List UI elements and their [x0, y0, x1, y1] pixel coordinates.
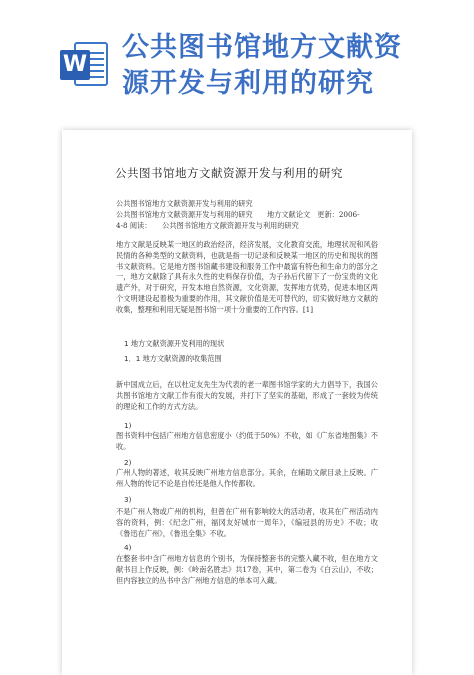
banner-title [122, 30, 452, 102]
list-item-2-text: 广州人物的著述，收其反映广州地方信息部分。其余，在辅助文献目录上反映。广州人物的传记不论是自传还是他人作传都收。 [116, 468, 378, 488]
list-item-4 [116, 554, 378, 586]
list-item-4-text: 在整套书中含广州地方信息的个别书，为保持整套书的完整入藏不收，但在地方文献书目上作反映，例：《岭南名胜志》共17卷，其中，第二卷为《白云山》，不收；但内容独立的丛书中含广州地方信息的单本可入藏。 [116, 554, 378, 585]
meta-line-3: 4-8 阅读： 公共图书馆地方文献资源开发与利用的研究 [116, 221, 299, 230]
list-number-4: 4) [124, 543, 132, 552]
paragraph-2-text: 新中国成立后，在以杜定友先生为代表的老一辈图书馆学家的大力倡导下，我国公共图书馆地方文献工作有很大的发展，并打下了坚实的基础，形成了一套较为传统的理论和工作的方式方法。 [116, 380, 378, 411]
banner-title-line-1: 公共图书馆地方文献资 [122, 32, 402, 63]
intro-text: 地方文献是反映某一地区的政治经济，经济发展，文化教育交流，地理状况和风俗民情的各种类型的文献资料，也就是指一切记录和反映某一地区的历史和现状的图书文献资料。它是地方图书馆藏书建设和服务工作中最富有特色和生命力的部分之一，地方文献除了具有永久性的史料保存价值，为子孙后代留下了一份宝贵的文化遗产外，对于研究，开发本地自然资源，文化资源，发挥地方优势，促进本地区两个文明建设起着极为重要的作用，其文献价值是无可替代的，切实做好地方文献的收集，整理和利用无疑是图书馆一项十分重要的工作内容。[1] [116, 240, 378, 314]
list-item-3-text: 不是广州人物或广州的机构，但曾在广州有影响较大的活动者，收其在广州活动内容的资料，例：《纪念广州，福冈友好城市一周年》，《编冠县的历史》不收；收《鲁迅在广州》，《鲁迅全集》不收。 [116, 507, 378, 538]
intro-paragraph [116, 240, 378, 316]
list-item-3 [116, 507, 378, 539]
list-item-2 [116, 468, 378, 490]
word-logo-letter: W [60, 50, 90, 80]
list-number-3: 3) [124, 495, 132, 504]
meta-line-1: 公共图书馆地方文献资源开发与利用的研究 [116, 199, 253, 208]
banner-title-line-2: 源开发与利用的研究 [122, 68, 374, 99]
meta-line-2: 公共图书馆地方文献资源开发与利用的研究 地方文献论文 更新：2006- [116, 210, 360, 219]
list-item-1 [116, 431, 378, 453]
section-heading-1-1: 1．1 地方文献资源的收集范围 [124, 354, 222, 363]
list-number-2: 2) [124, 458, 132, 467]
list-number-1: 1) [124, 421, 132, 430]
document-title: 公共图书馆地方文献资源开发与利用的研究 [115, 166, 343, 180]
header-banner [0, 0, 474, 125]
section-heading-1: 1 地方文献资源开发利用的现状 [124, 339, 225, 348]
list-item-1-text: 图书资料中包括广州地方信息密度小（约低于50%）不收，如《广东省地图集》不收。 [116, 431, 378, 451]
word-document-icon [60, 38, 108, 90]
paragraph-2 [116, 380, 378, 412]
